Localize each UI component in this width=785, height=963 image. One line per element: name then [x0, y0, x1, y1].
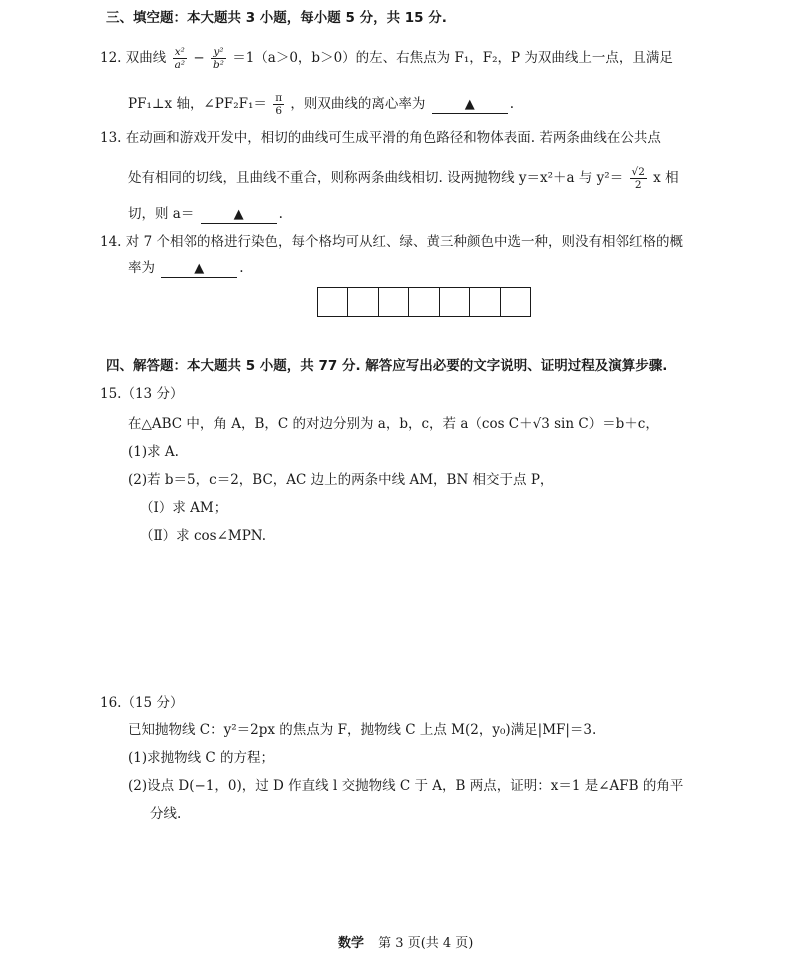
triangle-icon: ▲: [194, 261, 205, 276]
q12-frac-y-den: b²: [212, 59, 224, 71]
q14-line2: [128, 258, 244, 278]
footer-page: 第 3 页(共 4 页): [378, 936, 474, 951]
q12-line2: [128, 92, 514, 117]
section4-header: 四、解答题：本大题共 5 小题，共 77 分. 解答应写出必要的文字说明、证明过程及演算步骤.: [106, 358, 668, 374]
q12-line1: [100, 46, 673, 71]
q12-end: .: [509, 96, 515, 112]
q14-text-2a: 率为: [128, 260, 155, 276]
q12-text-c: PF₁⊥x 轴，∠PF₂F₁＝: [128, 96, 267, 112]
q15-part1: (1)求 A.: [128, 444, 179, 460]
seven-cell-grid: [317, 287, 531, 317]
q12-fraction-pi: [273, 92, 284, 117]
q13-line3: [128, 204, 283, 224]
q12-fraction-x: [173, 46, 187, 71]
q16-part2-cont: 分线.: [150, 806, 182, 822]
q15-line1: 在△ABC 中，角 A，B，C 的对边分别为 a，b，c，若 a（cos C＋√3 sin C）＝b＋c，: [128, 416, 659, 432]
q12-answer-blank[interactable]: [432, 96, 508, 114]
q13-line1: [100, 128, 661, 148]
q15-sub2: （Ⅱ）求 cos∠MPN.: [140, 528, 267, 544]
q13-frac-num: √2: [631, 166, 645, 178]
q12-text-a: 双曲线: [125, 50, 167, 66]
q12-frac-x-num: x²: [174, 46, 185, 58]
q12-number: 12.: [100, 50, 122, 66]
q12-frac-pi-den: 6: [275, 105, 283, 117]
q12-frac-pi-num: π: [275, 92, 283, 104]
triangle-icon: ▲: [464, 97, 475, 112]
q13-text-1: 在动画和游戏开发中，相切的曲线可生成平滑的角色路径和物体表面. 若两条曲线在公共点: [125, 130, 661, 146]
q12-frac-y-num: y²: [213, 46, 224, 58]
q13-fraction-sqrt2: [630, 166, 647, 191]
grid-cell: [470, 288, 500, 316]
q13-text-2a: 处有相同的切线，且曲线不重合，则称两条曲线相切. 设两抛物线 y＝x²＋a 与 y²＝: [128, 170, 624, 186]
q15-part2: (2)若 b＝5，c＝2，BC，AC 边上的两条中线 AM，BN 相交于点 P，: [128, 472, 554, 488]
q14-text-1: 对 7 个相邻的格进行染色，每个格均可从红、绿、黄三种颜色中选一种，则没有相邻红格的概: [125, 234, 683, 250]
q16-line1: 已知抛物线 C：y²＝2px 的焦点为 F，抛物线 C 上点 M(2，y₀)满足|MF|＝3.: [128, 722, 597, 738]
grid-cell: [440, 288, 470, 316]
q12-text-b: ＝1（a＞0，b＞0）的左、右焦点为 F₁，F₂，P 为双曲线上一点，且满足: [232, 50, 673, 66]
q14-line1: [100, 232, 683, 252]
section3-header: 三、填空题：本大题共 3 小题，每小题 5 分，共 15 分.: [106, 10, 447, 26]
footer-subject: 数学: [338, 936, 365, 951]
grid-cell: [318, 288, 348, 316]
q12-text-d: ，则双曲线的离心率为: [290, 96, 426, 112]
q16-part1: (1)求抛物线 C 的方程；: [128, 750, 275, 766]
q12-fraction-y: [211, 46, 226, 71]
q12-frac-x-den: a²: [174, 59, 186, 71]
q14-answer-blank[interactable]: [161, 260, 237, 278]
q16-part2: (2)设点 D(−1，0)，过 D 作直线 l 交抛物线 C 于 A，B 两点，证明：x＝1 是∠AFB 的角平: [128, 778, 684, 794]
q15-sub1: （Ⅰ）求 AM；: [140, 500, 228, 516]
q13-number: 13.: [100, 130, 122, 146]
grid-cell: [501, 288, 530, 316]
q13-end: .: [278, 206, 283, 222]
grid-cell: [348, 288, 378, 316]
triangle-icon: ▲: [233, 207, 244, 222]
grid-cell: [409, 288, 439, 316]
page-footer: [338, 932, 473, 951]
q13-text-3a: 切，则 a＝: [128, 206, 195, 222]
q13-frac-den: 2: [634, 179, 642, 191]
q14-number: 14.: [100, 234, 122, 250]
q16-number: 16.（15 分）: [100, 695, 184, 711]
q13-answer-blank[interactable]: [201, 206, 277, 224]
grid-cell: [379, 288, 409, 316]
q12-minus: −: [193, 50, 205, 66]
q13-line2: [128, 166, 679, 191]
q13-text-2b: x 相: [653, 170, 679, 186]
q15-number: 15.（13 分）: [100, 386, 184, 402]
q14-end: .: [239, 260, 244, 276]
